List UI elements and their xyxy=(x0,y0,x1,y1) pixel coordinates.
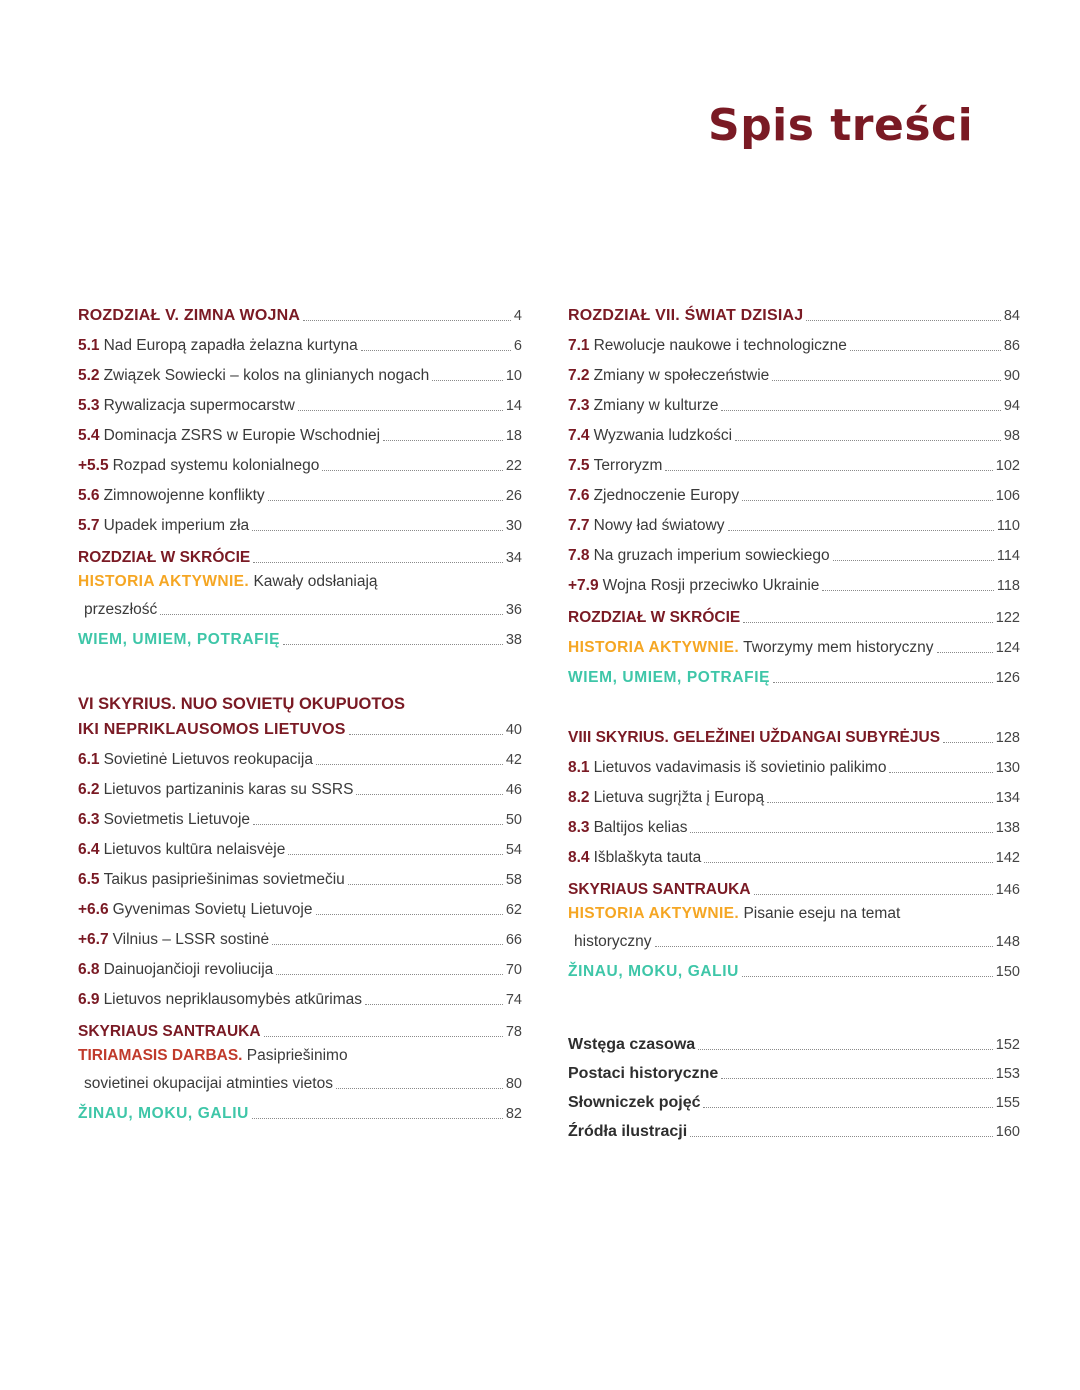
leader-dots xyxy=(264,1035,503,1037)
toc-ch8-wiem[interactable] xyxy=(568,952,1020,982)
page-number: 160 xyxy=(995,1124,1020,1140)
leader-dots xyxy=(943,741,993,743)
entry-label xyxy=(78,396,295,416)
toc-ch5-active[interactable] xyxy=(78,568,522,596)
toc-entry[interactable] xyxy=(568,416,1020,446)
entry-label xyxy=(568,366,769,386)
page-number: 150 xyxy=(995,964,1020,980)
entry-label xyxy=(568,546,830,566)
page-number: 22 xyxy=(505,458,522,474)
entry-title: Gyvenimas Sovietų Lietuvoje xyxy=(112,901,313,918)
entry-title: Taikus pasipriešinimas sovietmečiu xyxy=(103,871,345,888)
entry-label xyxy=(568,486,739,506)
leader-dots xyxy=(272,943,503,945)
page-number: 66 xyxy=(505,932,522,948)
active-tag: HISTORIA AKTYWNIE xyxy=(568,905,735,922)
toc-entry[interactable] xyxy=(78,830,522,860)
entry-label xyxy=(78,426,380,446)
entry-number: +5.5 xyxy=(78,457,109,474)
page-number: 38 xyxy=(505,632,522,648)
toc-ch7-active[interactable] xyxy=(568,628,1020,658)
chapter-8-items xyxy=(568,748,1020,868)
entry-title: Dainuojančioji revoliucija xyxy=(103,961,274,978)
leader-dots xyxy=(833,559,994,561)
entry-number: 5.7 xyxy=(78,517,100,534)
entry-number: 7.7 xyxy=(568,517,590,534)
toc-entry[interactable] xyxy=(568,838,1020,868)
toc-entry[interactable] xyxy=(568,356,1020,386)
active-tag: HISTORIA AKTYWNIE xyxy=(568,639,735,656)
toc-entry[interactable] xyxy=(78,326,522,356)
leader-dots xyxy=(283,643,503,645)
entry-number: 8.2 xyxy=(568,789,590,806)
entry-number: 5.6 xyxy=(78,487,100,504)
page-number: 94 xyxy=(1003,398,1020,414)
toc-entry[interactable] xyxy=(78,476,522,506)
page-number: 90 xyxy=(1003,368,1020,384)
active-sep: . xyxy=(734,639,740,656)
entry-title: Terroryzm xyxy=(593,457,663,474)
leader-dots xyxy=(432,379,503,381)
research-text-cont: sovietinei okupacijai atminties vietos xyxy=(84,1075,333,1092)
toc-entry[interactable] xyxy=(568,536,1020,566)
chapter-title: VIII SKYRIUS. GELEŽINEI UŽDANGAI SUBYRĖJUS xyxy=(568,729,941,746)
leader-dots xyxy=(356,793,502,795)
leader-dots xyxy=(721,1077,993,1079)
toc-ch7-summary[interactable] xyxy=(568,596,1020,628)
leader-dots xyxy=(361,349,511,351)
backmatter-list xyxy=(568,1026,1020,1142)
page-number: 153 xyxy=(995,1066,1020,1082)
entry-title: Nad Europą zapadła żelazna kurtyna xyxy=(103,337,358,354)
entry-title: Upadek imperium zła xyxy=(103,517,250,534)
entry-title: Wyzwania ludzkości xyxy=(593,427,733,444)
toc-entry[interactable] xyxy=(78,950,522,980)
entry-title: Postaci historyczne xyxy=(568,1065,719,1082)
leader-dots xyxy=(252,529,503,531)
entry-title: Lietuvos kultūra nelaisvėje xyxy=(103,841,286,858)
entry-title: Baltijos kelias xyxy=(593,819,688,836)
page-number: 130 xyxy=(995,760,1020,776)
page-number: 6 xyxy=(513,338,522,354)
backmatter-entry[interactable] xyxy=(568,1084,1020,1113)
entry-label xyxy=(78,750,313,770)
page-number: 102 xyxy=(995,458,1020,474)
entry-label xyxy=(568,456,662,476)
active-text-cont: przeszłość xyxy=(84,601,158,618)
entry-label xyxy=(568,576,819,596)
page-number: 84 xyxy=(1003,308,1020,324)
entry-label xyxy=(568,396,718,416)
entry-title: Rywalizacja supermocarstw xyxy=(103,397,295,414)
leader-dots xyxy=(690,1135,993,1137)
page-number: 152 xyxy=(995,1037,1020,1053)
wiem-label: ŽINAU, MOKU, GALIU xyxy=(78,1105,249,1122)
entry-number: 7.5 xyxy=(568,457,590,474)
leader-dots xyxy=(336,1087,503,1089)
page-number: 134 xyxy=(995,790,1020,806)
backmatter-entry[interactable] xyxy=(568,1055,1020,1084)
entry-number: 7.3 xyxy=(568,397,590,414)
toc-entry[interactable] xyxy=(568,446,1020,476)
toc-chapter-7[interactable] xyxy=(568,296,1020,326)
active-text: Tworzymy mem historyczny xyxy=(743,639,934,656)
page-number: 42 xyxy=(505,752,522,768)
leader-dots xyxy=(889,771,992,773)
entry-number: 6.9 xyxy=(78,991,100,1008)
entry-number: 8.1 xyxy=(568,759,590,776)
toc-entry[interactable] xyxy=(78,800,522,830)
leader-dots xyxy=(316,763,503,765)
toc-chapter-8[interactable] xyxy=(568,718,1020,748)
entry-title: Lietuvos partizaninis karas su SSRS xyxy=(103,781,354,798)
page-number: 54 xyxy=(505,842,522,858)
toc-entry[interactable] xyxy=(78,386,522,416)
entry-title: Wstęga czasowa xyxy=(568,1036,696,1053)
page-number: 98 xyxy=(1003,428,1020,444)
entry-title: Zmiany w kulturze xyxy=(593,397,719,414)
entry-number: 5.4 xyxy=(78,427,100,444)
summary-label: ROZDZIAŁ W SKRÓCIE xyxy=(568,609,741,626)
toc-entry[interactable] xyxy=(78,890,522,920)
page-number: 78 xyxy=(505,1024,522,1040)
entry-number: +6.6 xyxy=(78,901,109,918)
toc-right-column xyxy=(568,296,1020,1142)
leader-dots xyxy=(316,913,503,915)
page-number: 36 xyxy=(505,602,522,618)
leader-dots xyxy=(773,681,993,683)
leader-dots xyxy=(322,469,502,471)
page-number: 118 xyxy=(996,578,1020,594)
active-sep: . xyxy=(244,573,250,590)
entry-number: 8.4 xyxy=(568,849,590,866)
entry-number: 6.3 xyxy=(78,811,100,828)
toc-entry[interactable] xyxy=(78,980,522,1010)
toc-entry[interactable] xyxy=(568,476,1020,506)
entry-number: 5.3 xyxy=(78,397,100,414)
leader-dots xyxy=(655,945,993,947)
entry-title: Zmiany w społeczeństwie xyxy=(593,367,770,384)
page-number: 10 xyxy=(505,368,522,384)
leader-dots xyxy=(937,651,993,653)
toc-chapter-6-line2[interactable] xyxy=(78,716,522,740)
page-title: Spis treści xyxy=(708,100,974,151)
leader-dots xyxy=(253,561,503,563)
backmatter-entry[interactable] xyxy=(568,1026,1020,1055)
leader-dots xyxy=(365,1003,503,1005)
toc-ch6-wiem[interactable] xyxy=(78,1094,522,1124)
entry-label xyxy=(78,486,265,506)
toc-left-column xyxy=(78,296,522,1124)
entry-number: 6.1 xyxy=(78,751,100,768)
entry-label xyxy=(78,870,345,890)
toc-entry[interactable] xyxy=(78,356,522,386)
entry-number: 7.1 xyxy=(568,337,590,354)
entry-label xyxy=(78,900,313,920)
entry-title: Vilnius – LSSR sostinė xyxy=(112,931,270,948)
entry-label xyxy=(568,426,732,446)
page-number: 106 xyxy=(995,488,1020,504)
toc-entry[interactable] xyxy=(568,808,1020,838)
entry-label xyxy=(78,810,250,830)
page-number: 74 xyxy=(505,992,522,1008)
toc-entry[interactable] xyxy=(78,506,522,536)
chapter-6-items xyxy=(78,740,522,1010)
entry-title: Sovietinė Lietuvos reokupacija xyxy=(103,751,313,768)
entry-number: 7.4 xyxy=(568,427,590,444)
entry-label xyxy=(568,788,764,808)
leader-dots xyxy=(728,529,994,531)
entry-number: 6.4 xyxy=(78,841,100,858)
entry-number: 5.1 xyxy=(78,337,100,354)
toc-ch6-research[interactable] xyxy=(78,1042,522,1070)
page-number: 86 xyxy=(1003,338,1020,354)
toc-ch5-active-cont[interactable] xyxy=(78,596,522,620)
wiem-label: WIEM, UMIEM, POTRAFIĘ xyxy=(568,669,771,686)
leader-dots xyxy=(703,1106,992,1108)
page-number: 70 xyxy=(505,962,522,978)
leader-dots xyxy=(160,613,503,615)
entry-label xyxy=(568,336,847,356)
leader-dots xyxy=(735,439,1001,441)
page-number: 155 xyxy=(995,1095,1020,1111)
entry-title: Dominacja ZSRS w Europie Wschodniej xyxy=(103,427,381,444)
entry-title: Zimnowojenne konflikty xyxy=(103,487,265,504)
page-number: 146 xyxy=(995,882,1020,898)
entry-title: Zjednoczenie Europy xyxy=(593,487,740,504)
page-number: 122 xyxy=(995,610,1020,626)
leader-dots xyxy=(742,975,993,977)
toc-chapter-6-line1[interactable]: VI SKYRIUS. NUO SOVIETŲ OKUPUOTOS xyxy=(78,695,405,713)
leader-dots xyxy=(850,349,1001,351)
page-number: 114 xyxy=(996,548,1020,564)
leader-dots xyxy=(754,893,993,895)
leader-dots xyxy=(348,883,503,885)
summary-label: SKYRIAUS SANTRAUKA xyxy=(78,1023,261,1040)
toc-ch6-research-cont[interactable] xyxy=(78,1070,522,1094)
leader-dots xyxy=(704,861,993,863)
chapter-5-items xyxy=(78,326,522,536)
entry-number: +7.9 xyxy=(568,577,599,594)
backmatter-entry[interactable] xyxy=(568,1113,1020,1142)
entry-title: Lietuvos nepriklausomybės atkūrimas xyxy=(103,991,363,1008)
page-number: 34 xyxy=(505,550,522,566)
page-number: 142 xyxy=(995,850,1020,866)
entry-number: 8.3 xyxy=(568,819,590,836)
entry-label xyxy=(568,818,687,838)
entry-title: Słowniczek pojęć xyxy=(568,1094,701,1111)
entry-title: Nowy ład światowy xyxy=(593,517,725,534)
entry-number: 6.5 xyxy=(78,871,100,888)
entry-label xyxy=(78,780,353,800)
toc-entry[interactable] xyxy=(78,920,522,950)
leader-dots xyxy=(349,733,503,735)
entry-label xyxy=(568,758,886,778)
wiem-label: ŽINAU, MOKU, GALIU xyxy=(568,963,739,980)
page-number: 124 xyxy=(995,640,1020,656)
toc-ch7-wiem[interactable] xyxy=(568,658,1020,688)
toc-entry[interactable] xyxy=(568,778,1020,808)
toc-entry[interactable] xyxy=(78,740,522,770)
chapter-title: ROZDZIAŁ VII. ŚWIAT DZISIAJ xyxy=(568,307,804,324)
page-number: 4 xyxy=(513,308,522,324)
entry-title: Rewolucje naukowe i technologiczne xyxy=(593,337,847,354)
chapter-title: IKI NEPRIKLAUSOMOS LIETUVOS xyxy=(78,721,346,738)
leader-dots xyxy=(252,1117,503,1119)
page-number: 50 xyxy=(505,812,522,828)
toc-entry[interactable] xyxy=(568,506,1020,536)
toc-entry[interactable] xyxy=(78,860,522,890)
toc-ch8-active-cont[interactable] xyxy=(568,928,1020,952)
leader-dots xyxy=(806,319,1001,321)
toc-chapter-5[interactable] xyxy=(78,296,522,326)
toc-entry[interactable] xyxy=(568,566,1020,596)
entry-number: 5.2 xyxy=(78,367,100,384)
page-number: 110 xyxy=(996,518,1020,534)
entry-number: +6.7 xyxy=(78,931,109,948)
entry-label xyxy=(78,840,285,860)
chapter-title: ROZDZIAŁ V. ZIMNA WOJNA xyxy=(78,307,301,324)
toc-ch6-summary[interactable] xyxy=(78,1010,522,1042)
page-number: 128 xyxy=(995,730,1020,746)
leader-dots xyxy=(268,499,503,501)
page-number: 30 xyxy=(505,518,522,534)
wiem-label: WIEM, UMIEM, POTRAFIĘ xyxy=(78,631,281,648)
entry-number: 7.2 xyxy=(568,367,590,384)
entry-title: Sovietmetis Lietuvoje xyxy=(103,811,251,828)
summary-label: SKYRIAUS SANTRAUKA xyxy=(568,881,751,898)
page-number: 62 xyxy=(505,902,522,918)
entry-label xyxy=(78,930,269,950)
entry-title: Išblaškyta tauta xyxy=(593,849,702,866)
active-text: Kawały odsłaniają xyxy=(253,573,378,590)
leader-dots xyxy=(721,409,1000,411)
entry-title: Źródła ilustracji xyxy=(568,1123,688,1140)
leader-dots xyxy=(276,973,503,975)
entry-label xyxy=(78,456,319,476)
active-text: Pisanie eseju na temat xyxy=(743,905,901,922)
active-text-cont: historyczny xyxy=(574,933,652,950)
toc-entry[interactable] xyxy=(568,326,1020,356)
entry-number: 7.6 xyxy=(568,487,590,504)
entry-number: 6.2 xyxy=(78,781,100,798)
entry-label xyxy=(568,516,725,536)
toc-entry[interactable] xyxy=(568,748,1020,778)
entry-title: Rozpad systemu kolonialnego xyxy=(112,457,320,474)
page-number: 148 xyxy=(995,934,1020,950)
leader-dots xyxy=(253,823,503,825)
entry-label xyxy=(78,366,429,386)
page-number: 18 xyxy=(505,428,522,444)
active-sep: . xyxy=(734,905,740,922)
page-number: 80 xyxy=(505,1076,522,1092)
page-number: 126 xyxy=(995,670,1020,686)
leader-dots xyxy=(690,831,992,833)
research-text: Pasipriešinimo xyxy=(246,1047,348,1064)
summary-label: ROZDZIAŁ W SKRÓCIE xyxy=(78,549,251,566)
entry-title: Związek Sowiecki – kolos na glinianych nogach xyxy=(103,367,430,384)
entry-number: 6.8 xyxy=(78,961,100,978)
leader-dots xyxy=(665,469,992,471)
toc-entry[interactable] xyxy=(78,446,522,476)
entry-label xyxy=(568,848,701,868)
toc-entry[interactable] xyxy=(78,770,522,800)
leader-dots xyxy=(298,409,503,411)
entry-title: Na gruzach imperium sowieckiego xyxy=(593,547,830,564)
toc-ch5-wiem[interactable] xyxy=(78,620,522,650)
leader-dots xyxy=(822,589,993,591)
leader-dots xyxy=(743,621,993,623)
chapter-7-items xyxy=(568,326,1020,596)
toc-entry[interactable] xyxy=(78,416,522,446)
leader-dots xyxy=(303,319,511,321)
entry-label xyxy=(78,336,358,356)
leader-dots xyxy=(772,379,1001,381)
entry-label xyxy=(78,516,249,536)
leader-dots xyxy=(767,801,993,803)
page-number: 58 xyxy=(505,872,522,888)
entry-label xyxy=(78,990,362,1010)
page-number: 82 xyxy=(505,1106,522,1122)
toc-ch8-active[interactable] xyxy=(568,900,1020,928)
entry-title: Lietuva sugrįžta į Europą xyxy=(593,789,765,806)
toc-ch5-summary[interactable] xyxy=(78,536,522,568)
entry-title: Wojna Rosji przeciwko Ukrainie xyxy=(602,577,820,594)
leader-dots xyxy=(383,439,503,441)
page-number: 14 xyxy=(505,398,522,414)
research-tag: TIRIAMASIS DARBAS. xyxy=(78,1047,243,1064)
active-tag: HISTORIA AKTYWNIE xyxy=(78,573,245,590)
toc-ch8-summary[interactable] xyxy=(568,868,1020,900)
toc-entry[interactable] xyxy=(568,386,1020,416)
page-number: 138 xyxy=(995,820,1020,836)
page-number: 26 xyxy=(505,488,522,504)
entry-label xyxy=(78,960,273,980)
leader-dots xyxy=(698,1048,993,1050)
entry-number: 7.8 xyxy=(568,547,590,564)
entry-title: Lietuvos vadavimasis iš sovietinio palikimo xyxy=(593,759,887,776)
leader-dots xyxy=(742,499,993,501)
page-number: 40 xyxy=(505,722,522,738)
page-number: 46 xyxy=(505,782,522,798)
leader-dots xyxy=(288,853,502,855)
